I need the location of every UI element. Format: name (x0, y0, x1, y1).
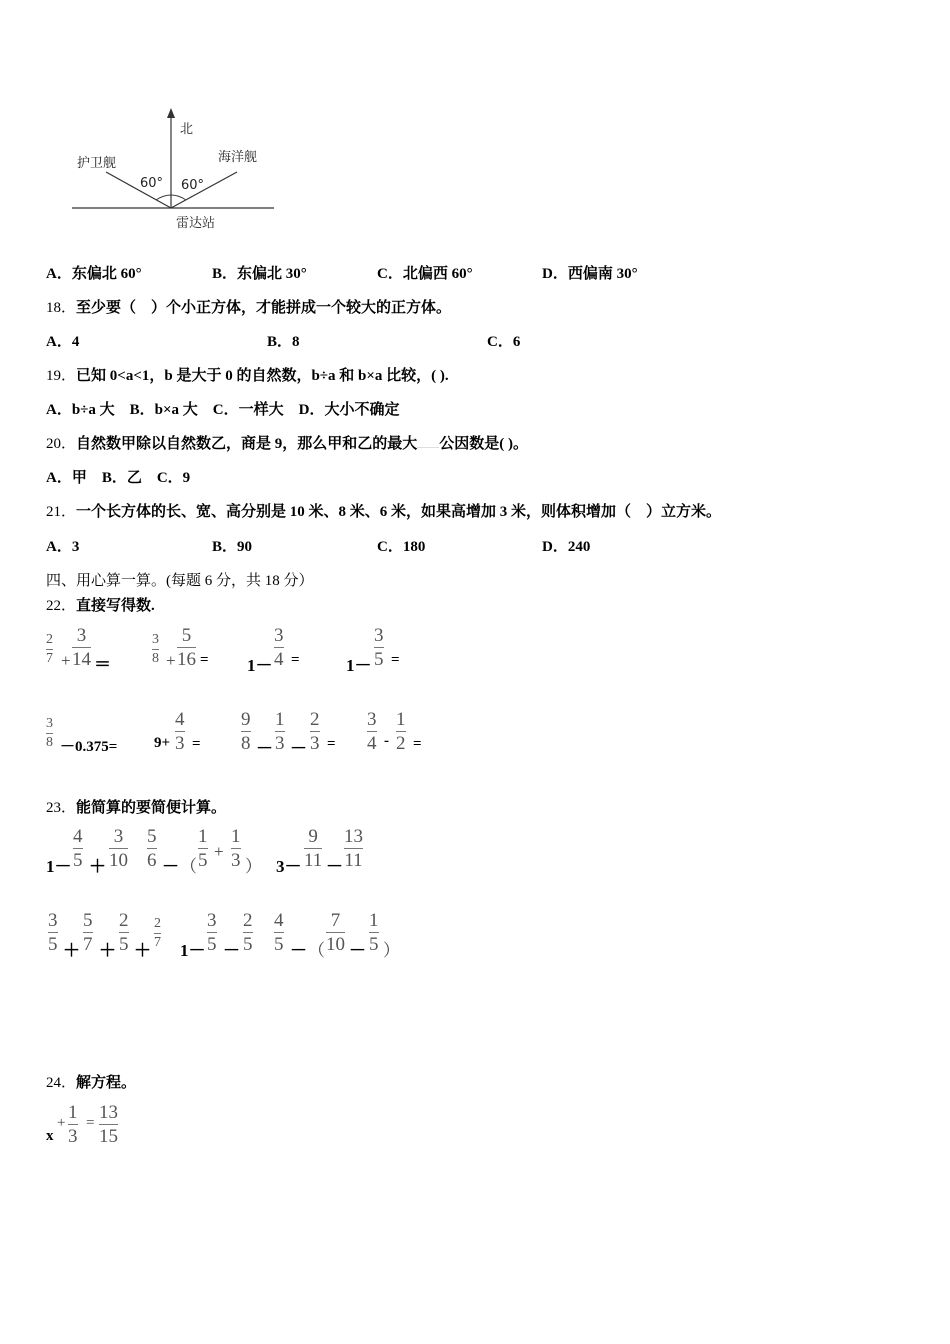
fraction: 2 7 (154, 916, 161, 950)
q20-text-a: 自然数甲除以自然数乙，商是 9，那么甲和乙的最大 (76, 436, 418, 452)
fraction: 4 3 (175, 709, 185, 754)
fraction: 1 3 (275, 709, 285, 754)
equals-sign: = (200, 652, 209, 668)
fraction: 2 5 (243, 910, 253, 955)
fraction: 1 3 (231, 826, 241, 871)
equals-sign: = (391, 652, 400, 668)
fraction: 4 5 (73, 826, 83, 871)
equals-sign: = (327, 736, 336, 752)
q24-title: 解方程。 (76, 1075, 137, 1091)
q20-options: A．甲 B．乙 C．9 (46, 470, 191, 486)
q18-option-b: B．8 (267, 334, 300, 350)
fraction: 3 14 (72, 625, 91, 670)
q19-text: 已知 0<a<1，b 是大于 0 的自然数，b÷a 和 b×a 比较，( ). (76, 368, 449, 384)
q22-stem (46, 594, 155, 615)
north-label: 北 (180, 122, 194, 137)
q23-title: 能简算的要简便计算。 (76, 800, 227, 816)
minus-sign: － (326, 857, 343, 876)
north-arrowhead (167, 108, 175, 118)
fraction: 4 5 (274, 910, 284, 955)
q23-stem (46, 796, 226, 817)
q21-stem (46, 500, 721, 521)
right-angle-label: 60° (181, 178, 205, 193)
q21-text: 一个长方体的长、宽、高分别是 10 米、8 米、6 米，如果高增加 3 米，则体积增加（ ）立方米。 (76, 504, 722, 520)
q24-number: 24． (46, 1075, 77, 1091)
equals-sign: = (413, 736, 422, 752)
fraction: 3 10 (109, 826, 128, 871)
plus-sign: + (57, 1115, 66, 1131)
plus-sign: ＋ (134, 941, 151, 960)
minus-sign: － (256, 739, 273, 758)
q21-option-a: A．3 (46, 539, 80, 555)
minus-sign: － (290, 941, 307, 960)
q21-option-d: D．240 (542, 539, 591, 555)
q20-stem (46, 432, 528, 453)
fraction: 5 6 (147, 826, 157, 871)
plus-sign: + (166, 651, 176, 670)
minus-0375: －0.375= (60, 739, 118, 755)
station-label: 雷达站 (176, 216, 216, 231)
q18-option-c: C．6 (487, 334, 521, 350)
section-4-heading: 四、用心算一算。(每题 6 分，共 18 分） (46, 573, 314, 589)
right-paren: ） (245, 857, 262, 876)
plus-sign: ＋ (99, 941, 116, 960)
q20-text-b: 公因数是( )。 (439, 436, 529, 452)
fraction: 3 5 (374, 625, 384, 670)
fraction: 5 7 (83, 910, 93, 955)
q18-text: 至少要（ ）个小正方体，才能拼成一个较大的正方体。 (76, 300, 452, 316)
three-minus: 3－ (276, 857, 302, 876)
minus-sign: － (162, 857, 179, 876)
nine-plus: 9+ (154, 735, 171, 751)
q17-option-a: A．东偏北 60° (46, 266, 142, 282)
one-minus: 1－ (346, 656, 372, 675)
right-paren: ） (383, 941, 400, 960)
one-minus: 1－ (180, 941, 206, 960)
q20-number: 20． (46, 436, 77, 452)
minus-sign: － (223, 941, 240, 960)
q20-blank (417, 447, 439, 448)
fraction: 9 11 (304, 826, 323, 871)
plus-sign: ＋ (63, 941, 80, 960)
fraction: 3 5 (48, 910, 58, 955)
left-angle-label: 60° (140, 176, 164, 191)
fraction: 3 4 (274, 625, 284, 670)
q19-options: A．b÷a 大 B．b×a 大 C．一样大 D．大小不确定 (46, 402, 400, 418)
q23-number: 23． (46, 800, 77, 816)
fraction: 2 3 (310, 709, 320, 754)
left-ship-label: 护卫舰 (77, 156, 117, 171)
fraction: 5 16 (177, 625, 196, 670)
fraction: 1 3 (68, 1102, 78, 1147)
q19-number: 19． (46, 368, 77, 384)
q22-title: 直接写得数. (76, 598, 155, 614)
fraction: 3 4 (367, 709, 377, 754)
fraction: 2 5 (119, 910, 129, 955)
one-minus: 1－ (247, 656, 273, 675)
q21-option-c: C．180 (377, 539, 426, 555)
q19-stem (46, 364, 449, 385)
q17-option-c: C．北偏西 60° (377, 266, 473, 282)
plus-sign: + (61, 651, 71, 670)
minus-sign: - (384, 733, 389, 749)
fraction: 9 8 (241, 709, 251, 754)
fraction: 1 2 (396, 709, 406, 754)
q18-stem (46, 296, 451, 317)
q22-number: 22． (46, 598, 77, 614)
plus-sign: ＋ (89, 857, 106, 876)
fraction: 13 15 (99, 1102, 118, 1147)
q21-option-b: B．90 (212, 539, 253, 555)
fraction: 1 5 (198, 826, 208, 871)
q18-option-a: A．4 (46, 334, 80, 350)
fraction: 3 5 (207, 910, 217, 955)
minus-sign: － (290, 739, 307, 758)
variable-x: x (46, 1128, 54, 1144)
fraction: 7 10 (326, 910, 345, 955)
left-paren: （ (308, 941, 325, 960)
q17-option-b: B．东偏北 30° (212, 266, 307, 282)
fraction: 2 7 (46, 632, 53, 666)
minus-sign: － (349, 941, 366, 960)
equals-sign: = (192, 736, 201, 752)
direction-diagram (60, 100, 290, 235)
q24-stem (46, 1071, 136, 1092)
fraction: 3 8 (46, 716, 53, 750)
q18-number: 18． (46, 300, 77, 316)
q21-number: 21． (46, 504, 77, 520)
fraction: 1 5 (369, 910, 379, 955)
equals-sign: = (291, 652, 300, 668)
equals-sign: ＝ (94, 655, 111, 674)
q17-option-d: D．西偏南 30° (542, 266, 638, 282)
left-paren: （ (180, 857, 197, 876)
fraction: 13 11 (344, 826, 363, 871)
plus-sign: + (214, 842, 224, 861)
fraction: 3 8 (152, 632, 159, 666)
one-minus: 1－ (46, 857, 72, 876)
right-ship-label: 海洋舰 (218, 150, 258, 165)
equals-sign: = (86, 1115, 95, 1131)
